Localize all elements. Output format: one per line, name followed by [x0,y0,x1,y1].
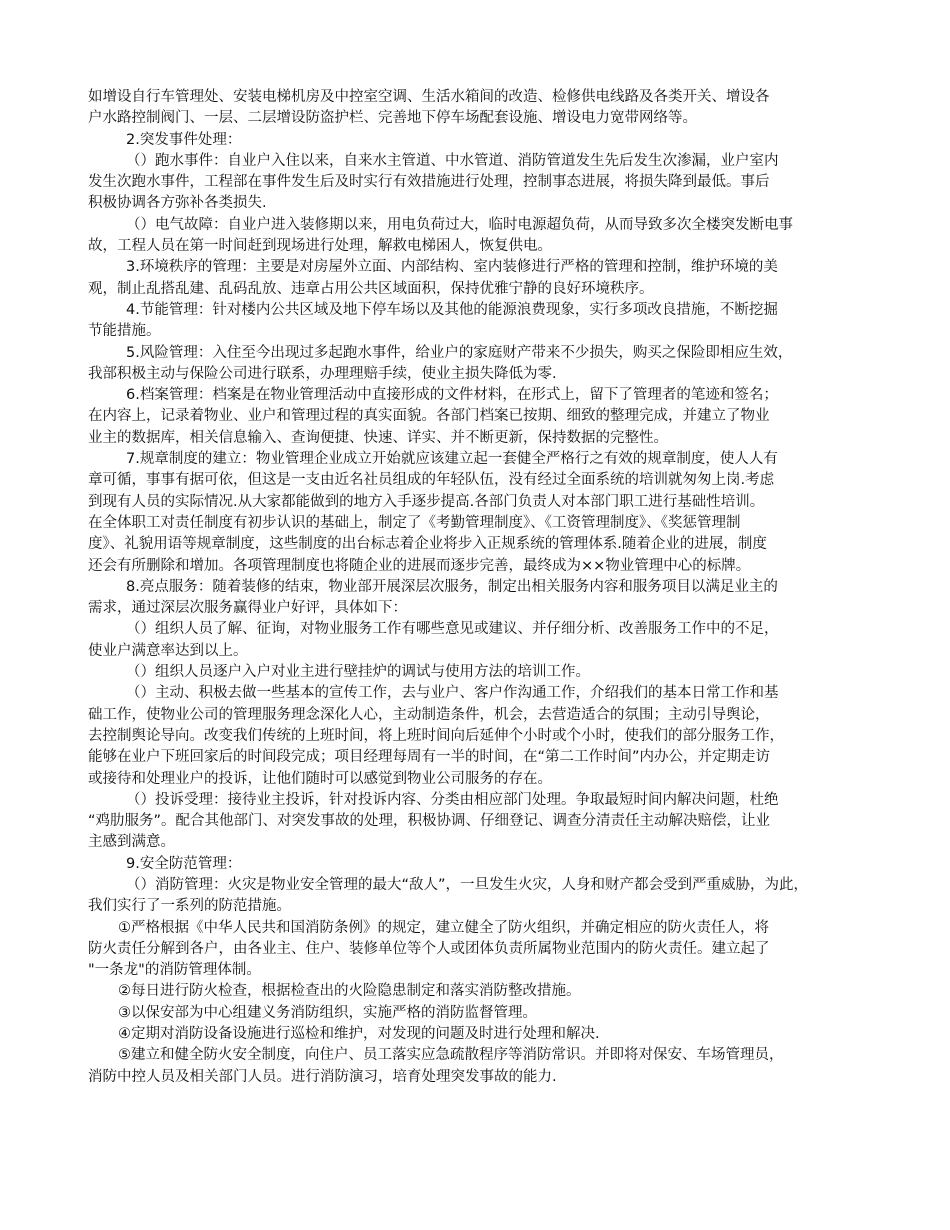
text-line: 去控制舆论导向。改变我们传统的上班时间，将上班时间向后延伸个小时或个小时，使我们的部分服务工作， [88,727,784,744]
text-line: 9.安全防范管理： [126,855,242,872]
text-line: （）组织人员了解、征询，对物业服务工作有哪些意见或建议、并仔细分析、改善服务工作中的不足， [126,621,779,638]
text-line: 消防中控人员及相关部门人员。进行消防演习，培育处理突发事故的能力. [88,1068,557,1085]
text-line: 8.亮点服务：随着装修的结束，物业部开展深层次服务，制定出相关服务内容和服务项目以满足业主的 [126,578,778,595]
text-line: 故，工程人员在第一时间赶到现场进行处理，解救电梯困人，恢复供电。 [88,238,552,255]
text-line: （）组织人员逐户入户对业主进行壁挂炉的调试与使用方法的培训工作。 [126,664,590,681]
text-line: ①严格根据《中华人民共和国消防条例》的规定，建立健全了防火组织，并确定相应的防火责任人，将 [118,919,769,936]
text-line: 如增设自行车管理处、安装电梯机房及中控室空调、生活水箱间的改造、检修供电线路及各类开关、增设各 [88,89,770,105]
text-line: （）投诉受理：接待业主投诉，针对投诉内容、分类由相应部门处理。争取最短时间内解决问题，杜绝 [126,791,779,808]
text-line: 还会有所删除和增加。各项管理制度也将随企业的进展而逐步完善，最终成为××物业管理中心的标牌。 [88,557,751,574]
text-line: 业主的数据库，相关信息输入、查询便捷、快速、详实、并不断更新，保持数据的完整性。 [88,429,668,446]
text-line: 观，制止乱搭乱建、乱码乱放、违章占用公共区域面积，保持优雅宁静的良好环境秩序。 [88,280,654,297]
text-line: 节能措施。 [88,323,161,340]
text-line: 3.环境秩序的管理：主要是对房屋外立面、内部结构、室内装修进行严格的管理和控制，维护环境的美 [126,259,778,276]
text-line: 需求，通过深层次服务赢得业户好评，具体如下： [88,600,407,617]
document-body [88,87,874,1088]
text-line: 我部积极主动与保险公司进行联系，办理理赔手续，使业主损失降低为零. [88,365,557,382]
text-line: 6.档案管理：档案是在物业管理活动中直接形成的文件材料，在形式上，留下了管理者的笔迹和签名； [126,387,778,404]
text-line: （）消防管理：火灾是物业安全管理的最大“敌人”，一旦发生火灾，人身和财产都会受到严重威胁，为此， [126,876,809,893]
text-line: 2.突发事件处理： [126,131,242,148]
text-line: （）跑水事件：自业户入住以来，自来水主管道、中水管道、消防管道发生先后发生次渗漏，业户室内 [126,152,779,169]
text-line: 发生次跑水事件，工程部在事件发生后及时实行有效措施进行处理，控制事态进展，将损失降到最低。事后 [88,174,770,191]
text-line: 或接待和处理业户的投诉，让他们随时可以感觉到物业公司服务的存在。 [88,770,552,787]
text-line: "一条龙"的消防管理体制。 [88,962,261,979]
text-line: 使业户满意率达到以上。 [88,642,248,659]
text-line: 4.节能管理：针对楼内公共区域及地下停车场以及其他的能源浪费现象，实行多项改良措施，不断挖掘 [126,301,778,318]
text-line: 础工作，使物业公司的管理服务理念深化人心，主动制造条件，机会，去营造适合的氛围；主动引导舆论， [88,706,770,723]
text-line: 到现有人员的实际情况.从大家都能做到的地方入手逐步提高.各部门负责人对本部门职工进行基础性培训。 [88,493,765,510]
text-line: 在内容上，记录着物业、业户和管理过程的真实面貌。各部门档案已按期、细致的整理完成，并建立了物业 [88,408,770,425]
text-line: 章可循，事事有据可依，但这是一支由近名社员组成的年轻队伍，没有经过全面系统的培训就匆匆上岗.考虑 [88,472,775,489]
text-line: 积极协调各方弥补各类损失. [88,195,267,212]
text-line: 我们实行了一系列的防范措施。 [88,898,291,915]
text-line: 户水路控制阀门、一层、二层增设防盗护栏、完善地下停车场配套设施、增设电力宽带网络等。 [88,110,697,127]
text-line: 度》、礼貌用语等规章制度，这些制度的出台标志着企业将步入正规系统的管理体系.随着企业的进展，制度 [88,536,767,553]
text-line: 7.规章制度的建立：物业管理企业成立开始就应该建立起一套健全严格行之有效的规章制度，使人人有 [126,451,778,468]
text-line: 在全体职工对责任制度有初步认识的基础上，制定了《考勤管理制度》、《工资管理制度》、《奖惩管理制 [88,514,741,531]
text-line: ③以保安部为中心组建义务消防组织，实施严格的消防监督管理。 [118,1004,537,1021]
text-line: “鸡肋服务”。配合其他部门、对突发事故的处理，积极协调、仔细登记、调查分清责任主动解决赔偿，让业 [88,813,771,830]
text-line: 主感到满意。 [88,834,175,851]
text-line: 防火责任分解到各户，由各业主、住户、装修单位等个人或团体负责所属物业范围内的防火责任。建立起了 [88,940,770,957]
text-line: 5.风险管理：入住至今出现过多起跑水事件，给业户的家庭财产带来不少损失，购买之保险即相应生效， [126,344,793,361]
text-line: （）主动、积极去做一些基本的宣传工作，去与业户、客户作沟通工作，介绍我们的基本日常工作和基 [126,685,779,702]
text-line: 能够在业户下班回家后的时间段完成；项目经理每周有一半的时间，在“第二工作时间”内办公，并定期走访 [88,749,771,766]
text-line: ④定期对消防设备设施进行巡检和维护，对发现的问题及时进行处理和解决. [118,1026,600,1043]
text-line: ②每日进行防火检查，根据检查出的火险隐患制定和落实消防整改措施。 [118,983,581,1000]
text-line: （）电气故障：自业户进入装修期以来，用电负荷过大，临时电源超负荷，从而导致多次全楼突发断电事 [126,216,793,233]
text-line: ⑤建立和健全防火安全制度，向住户、员工落实应急疏散程序等消防常识。并即将对保安、车场管理员， [118,1047,784,1064]
